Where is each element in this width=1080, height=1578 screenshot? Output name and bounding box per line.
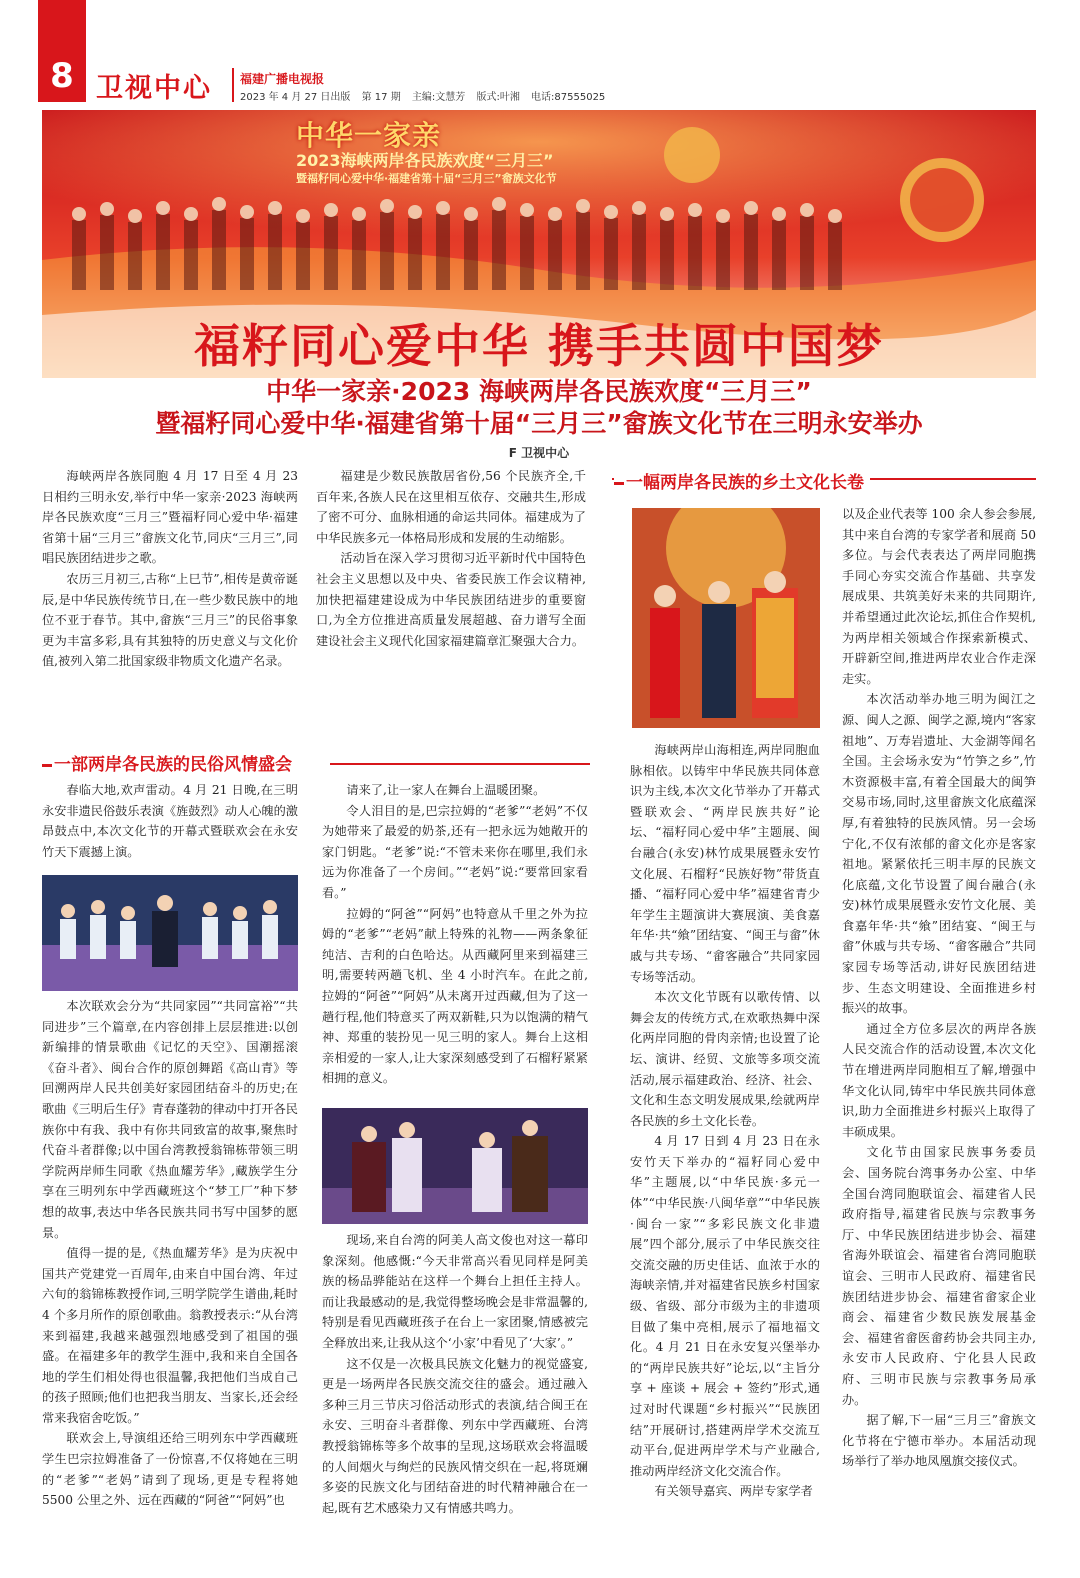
section1-title	[42, 750, 292, 775]
section-marker	[614, 482, 624, 485]
paragraph: 本次联欢会分为“共同家园”“共同富裕”“共同进步”三个篇章,在内容创排上层层推进:以创新编排的情景歌曲《记忆的天空》、国潮摇滚《奋斗者》、闽台合作的原创舞蹈《高山青》等回溯两岸人民共创美好家园团结奋斗的历史;在歌曲《三明后生仔》青春蓬勃的律动中打开各民族你中有我、我中有你共同致富的故事,聚焦时代奋斗者群像;以中国台湾教授翁锦栋带领三明学院两岸师生同歌《热血耀芳华》,藏族学生分享在三明列东中学西藏班这个“梦工厂”种下梦想的故事,表达中华各民族共同书写中国梦的愿景。	[42, 999, 298, 1240]
paragraph: 文化节由国家民族事务委员会、国务院台湾事务办公室、中华全国台湾同胞联谊会、福建省人民政府指导,福建省民族与宗教事务厅、中华民族团结进步协会、福建省海外联谊会、福建省台湾同胞联谊会、三明市人民政府、福建省民族团结进步协会、福建省畲家企业商会、福建省少数民族发展基金会、福建省畲医畲药协会共同主办,永安市人民政府、宁化县人民政府、三明市民族与宗教事务局承办。	[842, 1145, 1036, 1407]
paragraph: 值得一提的是,《热血耀芳华》是为庆祝中国共产党建党一百周年,由来自中国台湾、年过六旬的翁锦栋教授作词,三明学院学生谱曲,耗时 4 个多月所作的原创歌曲。翁教授表示:“从台湾来到福建,我越来越强烈地感受到了祖国的强盛。在福建多年的教学生涯中,我和来自全国各地的学生们相处得也很温馨,我把他们当成自己的孩子照顾;他们也把我当朋友、当家长,还会经常来我宿舍吃饭。”	[42, 1246, 298, 1425]
article-byline: F 卫视中心	[508, 446, 570, 460]
paragraph: 海峡两岸各族同胞 4 月 17 日至 4 月 23 日相约三明永安,举行中华一家亲·2023 海峡两岸各民族欢度“三月三”暨福籽同心爱中华·福建省第十届“三月三”畲族文化节,同庆“三月三”,同唱民族团结进步之歌。	[42, 469, 298, 566]
banner-brand: 中华一家亲	[296, 119, 442, 152]
photo-award-ceremony	[632, 508, 820, 728]
section2-title	[614, 468, 870, 493]
section2-column-3	[630, 740, 820, 1502]
paragraph: 春临大地,欢声雷动。4 月 21 日晚,在三明永安非遗民俗鼓乐表演《旌鼓烈》动人心魄的激昂鼓点中,本次文化节的开幕式暨联欢会在永安竹天下震撼上演。	[42, 783, 298, 859]
section1-column-2-top	[322, 780, 588, 1089]
intro-column-1	[42, 466, 298, 672]
paragraph: 活动旨在深入学习贯彻习近平新时代中国特色社会主义思想以及中央、省委民族工作会议精神,加快把福建建设成为中华民族团结进步的重要窗口,为全方位推进高质量发展超越、奋力谱写全面建设社会主义现代化国家福建篇章汇聚强大合力。	[316, 551, 586, 648]
paper-name: 福建广播电视报	[240, 72, 325, 86]
issue-date: 2023 年 4 月 27 日出版	[240, 92, 351, 103]
banner-line2: 暨福籽同心爱中华·福建省第十届“三月三”畲族文化节	[296, 172, 557, 185]
issue-number: 第 17 期	[361, 92, 401, 103]
paragraph: 请来了,让一家人在舞台上温暖团聚。	[346, 783, 546, 797]
intro-column-2	[316, 466, 586, 651]
issue-layout: 版式:叶湘	[476, 92, 520, 103]
paragraph: 联欢会上,导演组还给三明列东中学西藏班学生巴宗拉姆准备了一份惊喜,不仅将她在三明的“老爹”“老妈”请到了现场,更是专程将她 5500 公里之外、远在西藏的“阿爸”“阿妈”也	[42, 1431, 298, 1508]
page-number-block	[38, 0, 86, 102]
masthead-divider	[232, 68, 234, 102]
issue-editor: 主编:文慧芳	[411, 92, 466, 103]
section1-title-text: 一部两岸各民族的民俗风情盛会	[54, 755, 292, 775]
section1-column-2-bottom	[322, 1230, 588, 1518]
paragraph: 农历三月初三,古称“上巳节”,相传是黄帝诞辰,是中华民族传统节日,在一些少数民族中的地位不亚于春节。其中,畲族“三月三”的民俗事象更为丰富多彩,具有其独特的历史意义与文化价值,被列入第二批国家级非物质文化遗产名录。	[42, 571, 298, 669]
section-title: 卫视中心	[96, 73, 212, 104]
paragraph: 4 月 17 日到 4 月 23 日在永安竹天下举办的“福籽同心爱中华”主题展,以“中华民族·多元一体”“中华民族·八闽华章”“中华民族·闽台一家”“多彩民族文化非遗展”四个部分,展示了中华民族交往交流交融的历史佳话、血浓于水的海峡亲情,并对福建省民族乡村国家级、省级、部分市级为主的非遗项目做了集中亮相,展示了福地福文化。4 月 21 日在永安复兴堡举办的“两岸民族共好”论坛,以“主旨分享 + 座谈 + 展会 + 签约”形式,通过对时代课题“乡村振兴”“民族团结”开展研讨,搭建两岸学术交流互动平台,促进两岸学术与产业融合,推动两岸经济文化交流合作。	[630, 1134, 820, 1478]
paragraph: 令人泪目的是,巴宗拉姆的“老爹”“老妈”不仅为她带来了最爱的奶茶,还有一把永远为她敞开的家门钥匙。“老爹”说:“不管未来你在哪里,我们永远为你准备了一个房间。”“老妈”说:“要常回家看看。”	[322, 803, 588, 900]
paragraph: 以及企业代表等 100 余人参会参展,其中来自台湾的专家学者和展商 50 多位。与会代表表达了两岸同胞携手同心夯实交流合作基础、共享发展成果、共筑美好未来的共同期许,并希望通过此次论坛,抓住合作契机,为两岸相关领域合作探索新模式、开辟新空间,推进两岸农业合作走深走实。	[842, 507, 1036, 686]
article-subtitle-1: 中华一家亲·2023 海峡两岸各民族欢度“三月三”	[266, 377, 812, 406]
section1-column-1-top	[42, 780, 298, 862]
article-subtitle-2: 暨福籽同心爱中华·福建省第十届“三月三”畲族文化节在三明永安举办	[155, 409, 923, 438]
paragraph: 本次文化节既有以歌传情、以舞会友的传统方式,在欢歌热舞中深化两岸同胞的骨肉亲情;也设置了论坛、演讲、经贸、文旅等多项交流活动,展示福建政治、经济、社会、文化和生态文明发展成果,绘就两岸各民族的乡土文化长卷。	[630, 990, 820, 1128]
page-number: 8	[50, 56, 74, 96]
section1-rule	[330, 763, 590, 765]
section-marker	[42, 764, 52, 767]
paragraph: 据了解,下一届“三月三”畲族文化节将在宁德市举办。本届活动现场举行了举办地凤凰旗交接仪式。	[842, 1413, 1036, 1469]
issue-phone: 电话:87555025	[531, 92, 606, 103]
photo-concert	[42, 875, 298, 991]
paragraph: 福建是少数民族散居省份,56 个民族齐全,千百年来,各族人民在这里相互依存、交融共生,形成了密不可分、血脉相通的命运共同体。福建成为了中华民族多元一体格局形成和发展的生动缩影。	[316, 469, 586, 545]
issue-info	[240, 88, 613, 103]
paragraph: 海峡两岸山海相连,两岸同胞血脉相依。以铸牢中华民族共同体意识为主线,本次文化节举办了开幕式暨联欢会、“两岸民族共好”论坛、“福籽同心爱中华”主题展、闽台融合(永安)林竹成果展暨永安竹文化展、石榴籽“民族好物”带货直播、“福籽同心爱中华”福建省青少年学生主题演讲大赛展演、美食嘉年华·共“飨”团结宴、“闽王与畲”休戚与共专场、“畲客融合”共同家园专场等活动。	[630, 743, 820, 984]
section2-column-4	[842, 504, 1036, 1472]
banner-line1: 2023海峡两岸各民族欢度“三月三”	[296, 151, 554, 170]
paragraph: 这不仅是一次极具民族文化魅力的视觉盛宴,更是一场两岸各民族交流交往的盛会。通过融入多种三月三节庆习俗活动形式的表演,结合闽王在永安、三明奋斗者群像、列东中学西藏班、台湾教授翁锦栋等多个故事的呈现,这场联欢会将温暖的人间烟火与绚烂的民族风情交织在一起,将斑斓多姿的民族文化与团结奋进的时代精神融合在一起,既有艺术感染力又有情感共鸣力。	[322, 1356, 588, 1515]
paragraph: 现场,来自台湾的阿美人高文俊也对这一幕印象深刻。他感慨:“今天非常高兴看见同样是阿美族的杨品骅能站在这样一个舞台上担任主持人。而让我最感动的是,我觉得整场晚会是非常温馨的,特别是看见西藏班孩子在台上一家团聚,情感被完全释放出来,让我从这个‘小家’中看见了‘大家’。”	[322, 1233, 588, 1350]
paragraph: 有关领导嘉宾、两岸专家学者	[654, 1484, 813, 1499]
section2-title-text: 一幅两岸各民族的乡土文化长卷	[626, 473, 864, 493]
paragraph: 通过全方位多层次的两岸各族人民交流合作的活动设置,本次文化节在增进两岸同胞相互了解,增强中华文化认同,铸牢中华民族共同体意识,助力全面推进乡村振兴上取得了丰硕成果。	[842, 1021, 1036, 1139]
photo-family-reunion	[322, 1108, 588, 1224]
paragraph: 拉姆的“阿爸”“阿妈”也特意从千里之外为拉姆的“老爹”“老妈”献上特殊的礼物——两条象征纯洁、吉利的白色哈达。从西藏阿里来到福建三明,需要转两趟飞机、坐 4 小时汽车。在此之前,拉姆的“阿爸”“阿妈”从未离开过西藏,但为了这一趟行程,他们特意买了两双新鞋,只为以饱满的精气神、郑重的装扮见一见三明的家人。舞台上这相亲相爱的一家人,让大家深刻感受到了石榴籽紧紧相拥的意义。	[322, 906, 588, 1086]
article-headline: 福籽同心爱中华 携手共圆中国梦	[193, 319, 884, 373]
section1-column-1-bottom	[42, 996, 298, 1511]
paragraph: 本次活动举办地三明为闽江之源、闽人之源、闽学之源,境内“客家祖地”、万寿岩遗址、大金湖等闻名全国。主会场永安为“竹笋之乡”,竹木资源极丰富,有着全国最大的闽笋交易市场,同时,这里畲族文化底蕴深厚,有着独特的民族风情。另一会场宁化,不仅有浓郁的畲文化亦是客家祖地。紧紧依托三明丰厚的民族文化底蕴,文化节设置了闽台融合(永安)林竹成果展暨永安竹文化展、美食嘉年华·共“飨”团结宴、“闽王与畲”休戚与共专场、“畲客融合”共同家园专场等活动,讲好民族团结进步、生态文明建设、全面推进乡村振兴的故事。	[842, 692, 1036, 1016]
